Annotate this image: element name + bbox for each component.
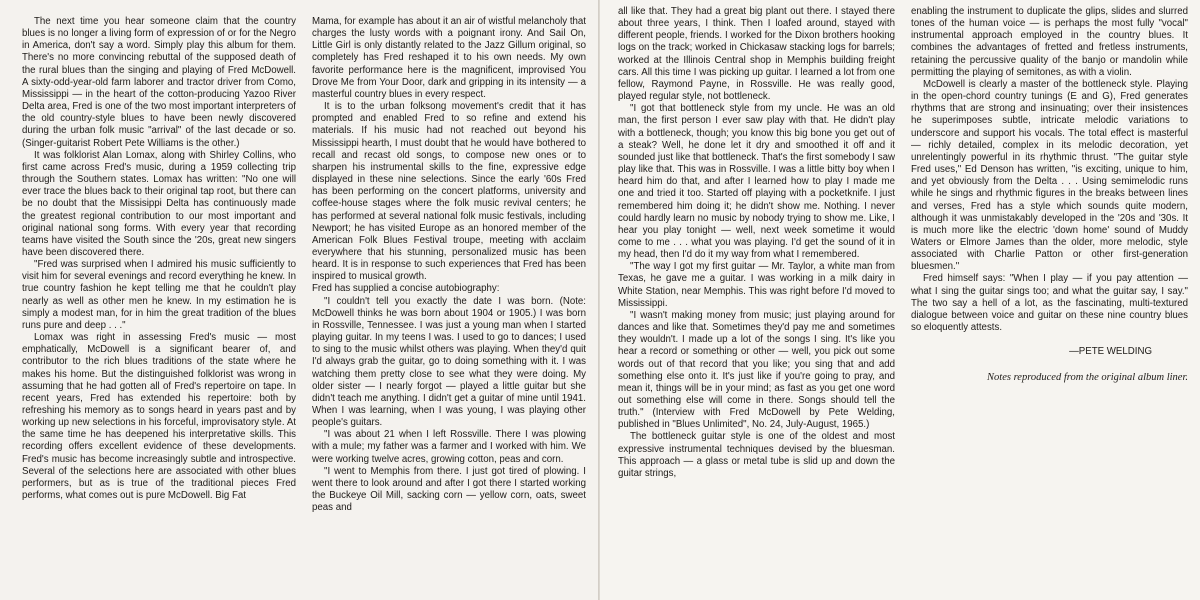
paragraph: "I couldn't tell you exactly the date I was born. (Note: McDowell thinks he was born about 1904 or 1905.) I was born in Rossville, Tennessee. I was just a young man when I started playing guitar. In my teens I was. I used to go to dances; I used to sing to the music whilst others was playing. When they'd quit I'd always grab the guitar, go to doing something with it. I was watching them pretty close to see what they were doing. My older sister — I nearly forgot — played a little guitar but she didn't teach me anything. I didn't get a guitar of mine until 1941. When I was learning, when I was young, I was playing other people's guitars. bbox=[312, 295, 586, 429]
paragraph: "I went to Memphis from there. I just got tired of plowing. I went there to look around and after I got there I started working the Buckeye Oil Mill, sacking corn — yellow corn, oats, sweet peas and bbox=[312, 465, 586, 514]
paragraph: all like that. They had a great big plant out there. I stayed there about three years, I think. Then I loafed around, stayed with different people, friends. I worked for the Dixon brothers hooking logs on the track; worked in Chickasaw stacking logs for barrels; worked at the Illinois Central shop in Memphis building freight cars. All this time I was picking up guitar. I learned a lot from one fellow, Raymond Payne, in Rossville. He was really good, played regular style, not bottleneck. bbox=[618, 6, 895, 103]
right-column-1 bbox=[618, 6, 895, 600]
paragraph: "I was about 21 when I left Rossville. There I was plowing with a mule; my father was a farmer and I worked with him. We were working twelve acres, growing cotton, peas and corn. bbox=[312, 429, 586, 465]
left-column-1 bbox=[22, 16, 296, 600]
left-columns bbox=[22, 16, 586, 600]
paragraph: enabling the instrument to duplicate the glips, slides and slurred tones of the human voice — is perhaps the most fully "vocal" instrumental approach employed in the country blues. It combines the advantages of fretted and fretless instruments, retaining the percussive quality of the banjo or mandolin while permitting the playing of semitones, as with a violin. bbox=[911, 6, 1188, 78]
paragraph: The next time you hear someone claim that the country blues is no longer a living form of expression of or for the Negro in America, don't say a word. Simply play this album for them. There's no more convincing rebuttal of the supposed death of the rural blues than the singing and playing of Fred McDowell. A sixty-odd-year-old farm laborer and tractor driver from Como, Mississippi — in the heart of the cotton-producing Yazoo River Delta area, Fred is one of the two most important interpreters of the old country-style blues to have been newly discovered during the urban folk music "arrival" of the last decade or so. (Singer-guitarist Robert Pete Williams is the other.) bbox=[22, 16, 296, 149]
paragraph: McDowell is clearly a master of the bottleneck style. Playing in the open-chord country tunings (E and G), Fred generates rhythms that are strong and insinuating; over their insistences he superimposes subtle, intricate melodic variations to underscore and support his vocals. The total effect is masterful — richly detailed, complex in its melodic decoration, yet unrelentingly powerful in its rhythmic thrust. "The guitar style Fred uses," Ed Denson has written, "is exciting, unique to him, and yet obviously from the Delta . . . Using semimelodic runs while he sings and rhythmic figures in the breaks between lines and verses, Fred has a style which sounds quite modern, although it was unmistakably developed in the '20s and '30s. It is much more like the electric 'down home' sound of Muddy Waters or Elmore James than the older, more melodic, style associated with Charlie Patton or other first-generation bluesmen." bbox=[911, 78, 1188, 273]
paragraph: "I got that bottleneck style from my uncle. He was an old man, the first person I ever saw play with that. He didn't play with a bottleneck, though; you know this big bone you get out of a steak? Well, he done let it dry and smoothed it off and it sounded just like that bottleneck. That's the first somebody I saw play like that. This was in Rossville. I was a little bitty boy when I heard him do that, and after I learned how to play I made me one and tried it too. Started off playing with a pocketknife. I just remembered him doing it; he didn't show me. Nothing. I never could hardly learn no music by nobody trying to show me. Like, I hear you play tonight — well, next week sometime it would come to me . . . what you was playing. I'd get the sound of it in my head, then I'd do it my way from what I remembered. bbox=[618, 103, 895, 261]
right-page bbox=[600, 0, 1200, 600]
paragraph: "Fred was surprised when I admired his music sufficiently to visit him for several evenings and record everything he knew. In true country fashion he kept telling me that he couldn't play nearly as well as other men he knew. In my estimation he is simply a modest man, for in him the great tradition of the blues runs pure and deep . . ." bbox=[22, 259, 296, 331]
paragraph: Lomax was right in assessing Fred's music — most emphatically, McDowell is a significant bearer of, and contributor to the rich blues traditions of the state where he makes his home. But the distinguished folklorist was wrong in assuming that he had gotten all of Fred's repertoire on tape. In recent years, Fred has extended his repertoire: both by refreshing his memory as to songs heard in years past and by working up new selections in his forceful, improvisatory style. At the same time he has deepened his interpretative skills. This recording offers excellent evidence of these developments. Fred's music has become increasingly subtle and introspective. Several of the selections here are associated with other blues performers, but as is true of the traditional pieces Fred performs, what comes out is pure McDowell. Big Fat bbox=[22, 332, 296, 502]
left-column-2 bbox=[312, 16, 586, 600]
paragraph: "The way I got my first guitar — Mr. Taylor, a white man from Texas, he gave me a guitar. I was working in a milk dairy in White Station, near Memphis. This was right before I'd moved to Mississippi. bbox=[618, 261, 895, 309]
paragraph: "I wasn't making money from music; just playing around for dances and like that. Sometimes they'd pay me and sometimes they wouldn't. I made up a lot of the songs I sing. It's like you hear a record or something or other — well, you pick out some words out of that record that you like; you sing that and add something else onto it. It's just like if you're going to pray, and mean it, things will be in your mind; as fast as you get one word out something else will come in there. Songs should tell the truth." (Interview with Fred McDowell by Pete Welding, published in "Blues Unlimited", No. 24, July-August, 1965.) bbox=[618, 309, 895, 431]
paragraph: Mama, for example has about it an air of wistful melancholy that charges the lusty words with a poignant irony. And Sail On, Little Girl is only distantly related to the Jazz Gillum original, so completely has Fred reshaped it to his own needs. My own favorite performance here is the magnificent, improvised You Drove Me from Your Door, dark and gripping in its intensity — a masterful country blues in every respect. bbox=[312, 16, 586, 100]
paragraph: It was folklorist Alan Lomax, along with Shirley Collins, who first came across Fred's music, during a 1959 collecting trip through the Southern states. Lomax has written: "No one will ever trace the blues back to their original tap root, but there can be no doubt that the Missisippi Delta has continuously made the greatest regional contribution to our most important and original national song forms. With every year that recording teams have visited the South since the '20s, great new singers have been discovered there. bbox=[22, 149, 296, 258]
right-columns bbox=[618, 6, 1188, 600]
paragraph: Fred himself says: "When I play — if you pay attention — what I sing the guitar sings too; and what the guitar say, I say." The two say a hell of a lot, as the fascinating, multi-textured dialogue between voice and guitar on these nine country blues so eloquently attests. bbox=[911, 273, 1188, 334]
right-column-2 bbox=[911, 6, 1188, 600]
paragraph: Fred has supplied a concise autobiography: bbox=[312, 283, 500, 295]
paragraph: The bottleneck guitar style is one of the oldest and most expressive instrumental techniques devised by the bluesman. This approach — a glass or metal tube is slid up and down the guitar strings, bbox=[618, 431, 895, 479]
author-signature: —PETE WELDING bbox=[1069, 346, 1152, 358]
paragraph: It is to the urban folksong movement's credit that it has prompted and enabled Fred to so refine and extend his materials. If his music had not reached out beyond his Mississippi hearth, I must doubt that he would have bothered to recall and recast old songs, to compose new ones or to sharpen his instrumental skills to the fine, expressive edge displayed in these nine selections. Since the early '60s Fred has been performing on the concert platforms, university and coffee-house stages where the folk music revival centers; he has performed at several national folk music festivals, including Newport; he has visited Europe as an honored member of the American Folk Blues Festival troupe, meeting with acclaim everywhere that his stunning, personalized music has been heard. It is in response to such experiences that Fred has been inspired to musical growth. bbox=[312, 101, 586, 283]
reproduction-note: Notes reproduced from the original album liner. bbox=[987, 372, 1188, 384]
